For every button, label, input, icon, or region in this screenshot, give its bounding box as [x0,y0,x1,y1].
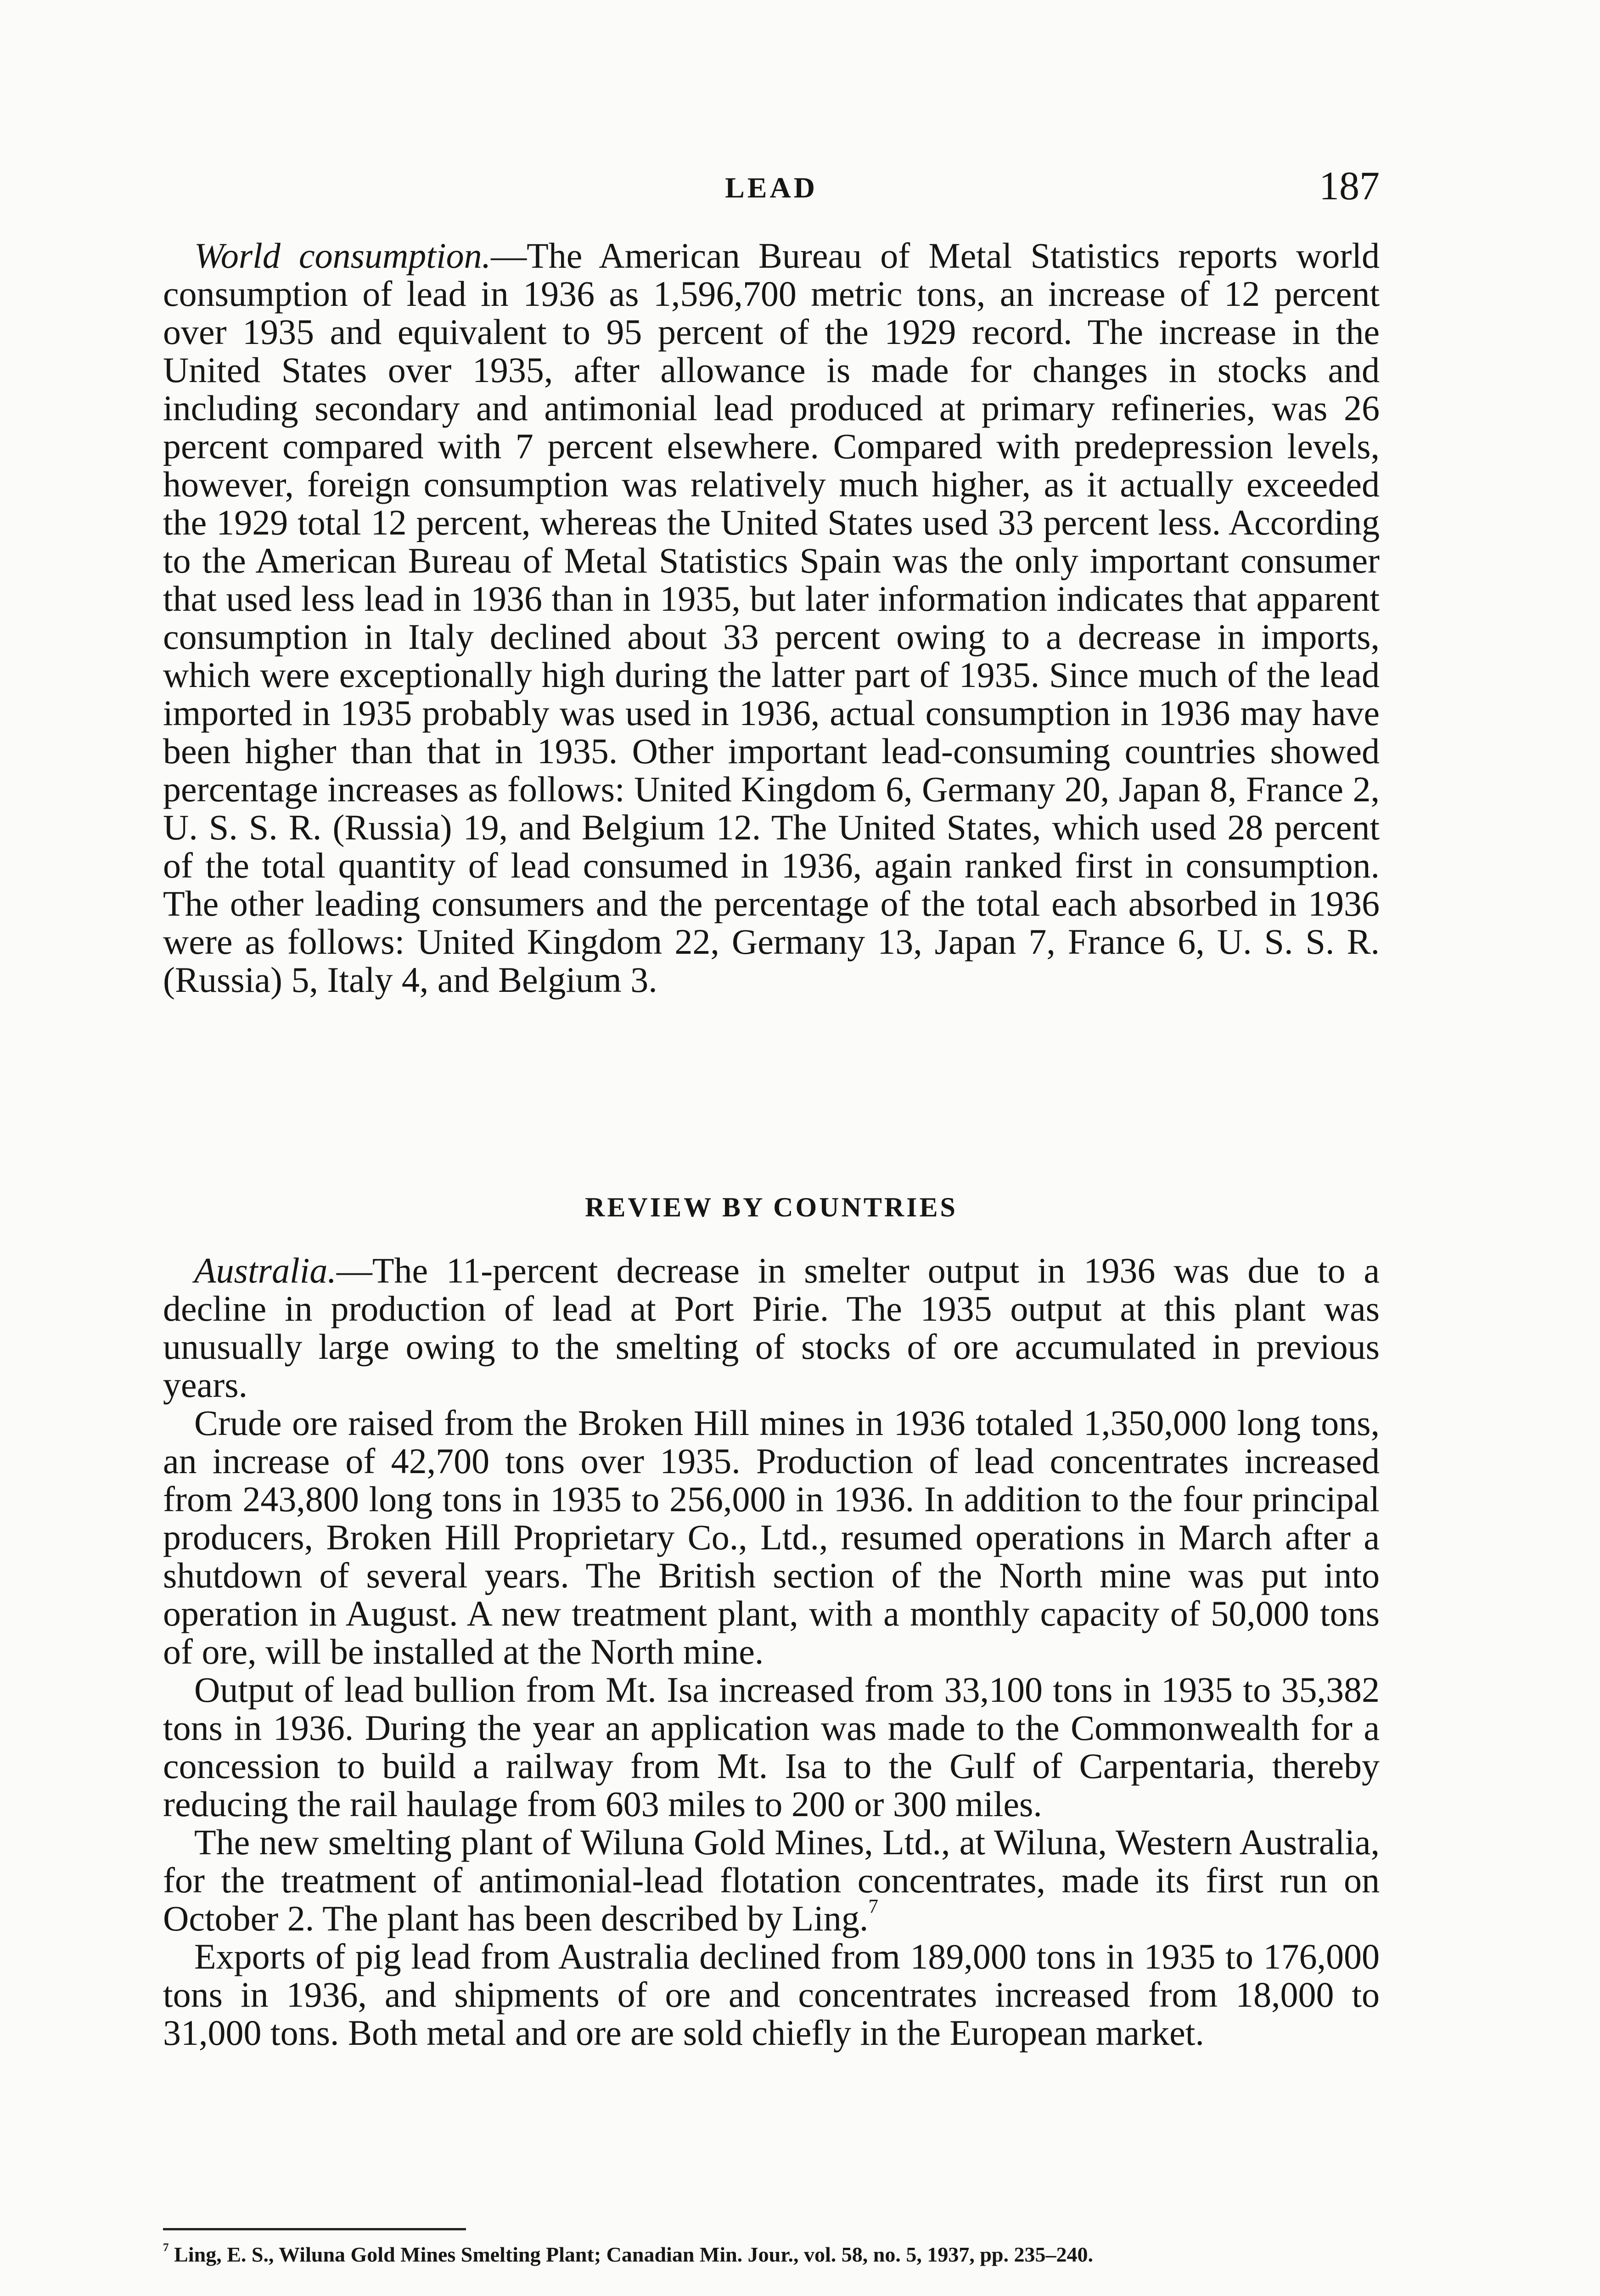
footnote-reference: 7 [868,1896,878,1918]
paragraph-lead-in: World consumption. [194,236,491,276]
paragraph-text: —The 11-percent decrease in smelter output in 1936 was due to a decline in production of lead at Port Pirie. The 1935 output at this plant was unusually large owing to the smelting of stocks of ore accumulated in previous years. [163,1250,1380,1405]
section-heading: REVIEW BY COUNTRIES [585,1192,958,1222]
footnote-marker: 7 [163,2241,169,2254]
footnote [163,2241,1380,2268]
australia-section [163,1251,1380,2052]
australia-paragraph-5: Exports of pig lead from Australia declined from 189,000 tons in 1935 to 176,000 tons in 1936, and shipments of ore and concentrates increased from 18,000 to 31,000 tons. Both metal and ore are sold chiefly in the European market. [163,1936,1380,2053]
world-consumption-paragraph [163,236,1380,999]
australia-paragraph-1 [163,1251,1380,1404]
footnote-text: Ling, E. S., Wiluna Gold Mines Smelting Plant; Canadian Min. Jour., vol. 58, no. 5, 1937, pp. 235–240. [168,2243,1093,2266]
australia-paragraph-2: Crude ore raised from the Broken Hill mines in 1936 totaled 1,350,000 long tons, an increase of 42,700 tons over 1935. Production of lead concentrates increased from 243,800 long tons in 1935 to 256,000 in 1936. In addition to the four principal producers, Broken Hill Proprietary Co., Ltd., resumed operations in March after a shutdown of several years. The British section of the North mine was put into operation in August. A new treatment plant, with a monthly capacity of 50,000 tons of ore, will be installed at the North mine. [163,1403,1380,1671]
page-number: 187 [1319,164,1380,208]
australia-paragraph-3: Output of lead bullion from Mt. Isa increased from 33,100 tons in 1935 to 35,382 tons in 1936. During the year an application was made to the Commonwealth for a concession to build a railway from Mt. Isa to the Gulf of Carpentaria, thereby reducing the rail haulage from 603 miles to 200 or 300 miles. [163,1670,1380,1824]
paragraph-text: —The American Bureau of Metal Statistics reports world consumption of lead in 1936 as 1,596,700 metric tons, an increase of 12 percent over 1935 and equivalent to 95 percent of the 1929 record. The increase in the United States over 1935, after allowance is made for changes in stocks and including secondary and antimonial lead produced at primary refineries, was 26 percent compared with 7 percent elsewhere. Compared with predepression levels, however, foreign consumption was relatively much higher, as it actually exceeded the 1929 total 12 percent, whereas the United States used 33 percent less. According to the American Bureau of Metal Statistics Spain was the only important consumer that used less lead in 1936 than in 1935, but later information indicates that apparent consumption in Italy declined about 33 percent owing to a decrease in imports, which were exceptionally high during the latter part of 1935. Since much of the lead imported in 1935 probably was used in 1936, actual consumption in 1936 may have been higher than that in 1935. Other important lead-consuming countries showed percentage increases as follows: United Kingdom 6, Germany 20, Japan 8, France 2, U. S. S. R. (Russia) 19, and Belgium 12. The United States, which used 28 percent of the total quantity of lead consumed in 1936, again ranked first in consumption. The other leading consumers and the percentage of the total each absorbed in 1936 were as follows: United Kingdom 22, Germany 13, Japan 7, France 6, U. S. S. R. (Russia) 5, Italy 4, and Belgium 3. [163,236,1380,1000]
paragraph-text: The new smelting plant of Wiluna Gold Mines, Ltd., at Wiluna, Western Australia, for the treatment of antimonial-lead flotation concentrates, made its first run on October 2. The plant has been described by Ling. [163,1822,1380,1938]
world-consumption-section [163,236,1380,999]
running-title: LEAD [725,171,818,204]
paragraph-lead-in: Australia. [194,1250,337,1290]
footnote-divider [163,2228,466,2230]
australia-paragraph-4 [163,1823,1380,1937]
running-head [163,152,1380,207]
